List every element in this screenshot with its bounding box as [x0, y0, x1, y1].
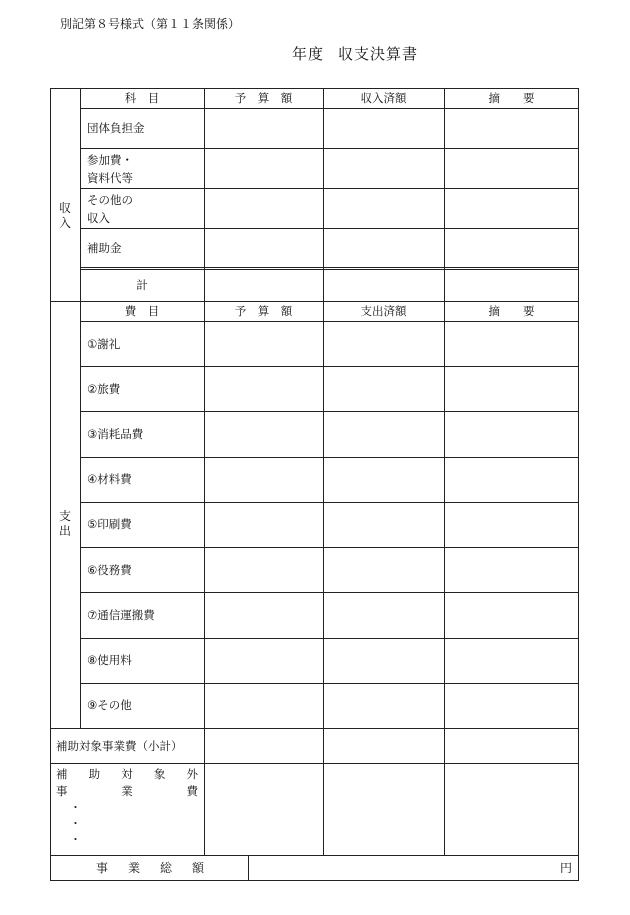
expense-budget-header: 予 算 額 [234, 304, 293, 318]
income-row-divider [80, 188, 579, 189]
expense-item-label: ②旅費 [87, 382, 121, 396]
expense-row-divider [80, 411, 579, 412]
income-header-divider [80, 108, 579, 109]
income-subject-header: 科 目 [124, 91, 160, 105]
expense-item-label: ④材料費 [87, 472, 132, 486]
income-side-label: 収 入 [58, 201, 71, 230]
form-number: 別記第８号様式（第１１条関係） [60, 17, 241, 31]
expense-item-label: ⑥役務費 [87, 563, 132, 577]
side-label-divider [80, 88, 81, 728]
income-budget-header: 予 算 額 [234, 91, 293, 105]
expense-row-divider [80, 683, 579, 684]
income-total-divider [80, 267, 579, 270]
non-eligible-divider [50, 763, 579, 764]
expense-side-label: 支 出 [58, 509, 71, 538]
expense-header-divider [80, 321, 579, 322]
income-item-label: 補助金 [87, 241, 122, 255]
income-item-label: 団体負担金 [87, 121, 145, 135]
income-item-label: その他の 収入 [87, 193, 133, 225]
expense-item-label: ⑦通信運搬費 [87, 608, 155, 622]
grand-total-label-divider [248, 855, 249, 881]
ellipsis-dots: ・ ・ ・ [70, 801, 81, 846]
non-eligible-label: 補 助 対 象 外 事 業 費 ・ ・ ・ [56, 767, 198, 846]
expense-item-label: ⑤印刷費 [87, 517, 132, 531]
title-name: 収支決算書 [338, 45, 419, 63]
expense-row-divider [80, 638, 579, 639]
document-title [292, 43, 418, 64]
subtotal-divider [50, 728, 579, 729]
grand-total-divider [50, 855, 579, 856]
expense-settled-header: 支出済額 [360, 304, 407, 318]
income-total-label: 計 [136, 278, 148, 292]
income-item-label: 参加費・ 資料代等 [87, 153, 133, 185]
expense-row-divider [80, 502, 579, 503]
expense-note-header: 摘 要 [488, 304, 535, 318]
title-year: 年度 [292, 45, 325, 63]
note-column-divider [444, 88, 445, 855]
expense-item-label: ③消耗品費 [87, 427, 144, 441]
income-note-header: 摘 要 [488, 91, 535, 105]
expense-item-label: ⑧使用料 [87, 653, 132, 667]
budget-column-divider [204, 88, 205, 855]
expense-subject-header: 費 目 [124, 304, 160, 318]
income-row-divider [80, 228, 579, 229]
grand-total-label: 事 業 総 額 [96, 861, 204, 875]
expense-item-label: ①謝礼 [87, 337, 121, 351]
expense-row-divider [80, 592, 579, 593]
income-settled-header: 収入済額 [360, 91, 407, 105]
expense-row-divider [80, 366, 579, 367]
subtotal-label: 補助対象事業費（小計） [56, 739, 183, 753]
yen-unit: 円 [560, 861, 573, 875]
expense-item-label: ⑨その他 [87, 698, 132, 712]
expense-row-divider [80, 457, 579, 458]
settled-column-divider [323, 88, 324, 855]
income-row-divider [80, 148, 579, 149]
expense-row-divider [80, 547, 579, 548]
